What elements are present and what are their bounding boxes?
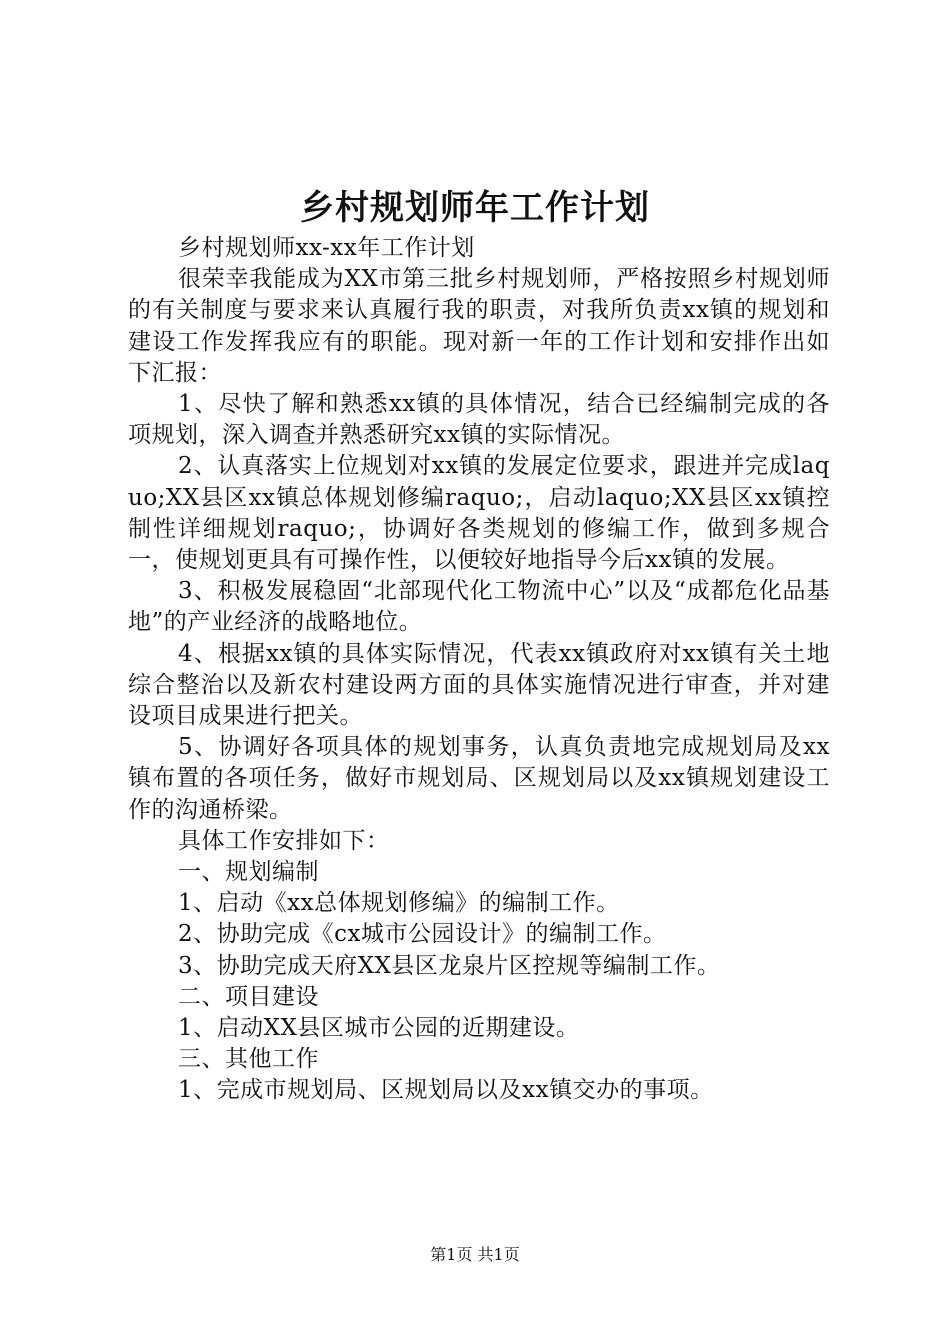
paragraph-heading: 乡村规划师xx-xx年工作计划 [178,235,475,261]
list-item: 3、协助完成天府XX县区龙泉片区控规等编制工作。 [178,952,721,979]
paragraph-schedule-heading: 具体工作安排如下： [178,827,390,854]
paragraph-intro: 很荣幸我能成为XX市第三批乡村规划师，严格按照乡村规划师的有关制度与要求来认真履行我的职责，对我所负责xx镇的规划和建设工作发挥我应有的职能。现对新一年的工作计划和安排作出如下汇报： [128,266,830,386]
paragraph-item-4: 4、根据xx镇的具体实际情况，代表xx镇政府对xx镇有关土地综合整治以及新农村建设两方面的具体实施情况进行审查，并对建设项目成果进行把关。 [128,640,830,730]
section-heading-planning: 一、规划编制 [178,859,319,886]
paragraph-item-2: 2、认真落实上位规划对xx镇的发展定位要求，跟进并完成laquo;XX县区xx镇总体规划修编raquo;，启动laquo;XX县区xx镇控制性详细规划raquo;，协调好各类规划的修编工作，做到多规合一，使规划更具有可操作性，以便较好地指导今后xx镇的发展。 [128,453,830,574]
list-item: 1、启动XX县区城市公园的近期建设。 [178,1015,580,1042]
section-heading-projects: 二、项目建设 [178,983,319,1010]
page-number-footer: 第1页 共1页 [430,1245,520,1264]
list-item: 1、启动《xx总体规划修编》的编制工作。 [178,890,620,917]
document-title: 乡村规划师年工作计划 [300,188,650,228]
list-item: 1、完成市规划局、区规划局以及xx镇交办的事项。 [178,1077,714,1104]
section-heading-other: 三、其他工作 [178,1046,319,1073]
paragraph-item-5: 5、协调好各项具体的规划事务，认真负责地完成规划局及xx镇布置的各项任务，做好市规划局、区规划局以及xx镇规划建设工作的沟通桥梁。 [128,734,830,823]
paragraph-item-3: 3、积极发展稳固“北部现代化工物流中心”以及“成都危化品基地”的产业经济的战略地位。 [128,578,830,636]
list-item: 2、协助完成《cx城市公园设计》的编制工作。 [178,921,667,948]
paragraph-item-1: 1、尽快了解和熟悉xx镇的具体情况，结合已经编制完成的各项规划，深入调查并熟悉研究xx镇的实际情况。 [128,391,830,449]
document-body [128,233,830,1107]
